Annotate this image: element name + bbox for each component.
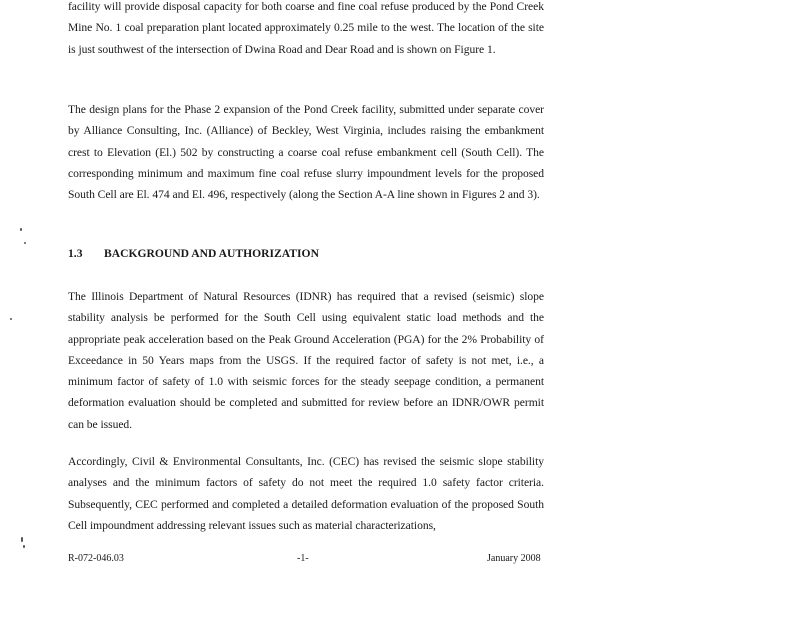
footer-date: January 2008 bbox=[487, 553, 541, 564]
scan-speck bbox=[20, 228, 22, 231]
paragraph-cec-evaluation: Accordingly, Civil & Environmental Consultants, Inc. (CEC) has revised the seismic slope stability analyses and the minimum factors of safety do not meet the required 1.0 safety factor criteria. Subsequently, CEC performed and completed a detailed deformation evaluation of the proposed South Cell impoundment addressing relevant issues such as material characterizations, bbox=[68, 455, 544, 532]
paragraph-idnr-requirement: The Illinois Department of Natural Resources (IDNR) has required that a revised (seismic) slope stability analysis be performed for the South Cell using equivalent static load methods and the appropriate peak acceleration based on the Peak Ground Acceleration (PGA) for the 2% Probability of Exceedance in 50 Years maps from the USGS. If the required factor of safety is not met, i.e., a minimum factor of safety of 1.0 with seismic forces for the steady seepage condition, a permanent deformation evaluation should be completed and submitted for review before an IDNR/OWR permit can be issued. bbox=[68, 290, 544, 431]
paragraph-site-location: facility will provide disposal capacity for both coarse and fine coal refuse produced by the Pond Creek Mine No. 1 coal preparation plant located approximately 0.25 mile to the west. The location of the site is just southwest of the intersection of Dwina Road and Dear Road and is shown on Figure 1. bbox=[68, 0, 544, 56]
footer-report-number: R-072-046.03 bbox=[68, 553, 124, 564]
section-heading bbox=[68, 245, 319, 263]
footer-page-number: -1- bbox=[297, 553, 309, 564]
scan-speck bbox=[21, 537, 23, 542]
scan-speck bbox=[23, 545, 25, 548]
section-number: 1.3 bbox=[68, 247, 83, 260]
section-title: BACKGROUND AND AUTHORIZATION bbox=[104, 247, 319, 260]
scan-speck bbox=[24, 242, 26, 244]
scan-speck bbox=[10, 318, 12, 320]
paragraph-design-plans: The design plans for the Phase 2 expansion of the Pond Creek facility, submitted under separate cover by Alliance Consulting, Inc. (Alliance) of Beckley, West Virginia, includes raising the embankment crest to Elevation (El.) 502 by constructing a coarse coal refuse embankment cell (South Cell). The corresponding minimum and maximum fine coal refuse slurry impoundment levels for the proposed South Cell are El. 474 and El. 496, respectively (along the Section A-A line shown in Figures 2 and 3). bbox=[68, 103, 544, 202]
